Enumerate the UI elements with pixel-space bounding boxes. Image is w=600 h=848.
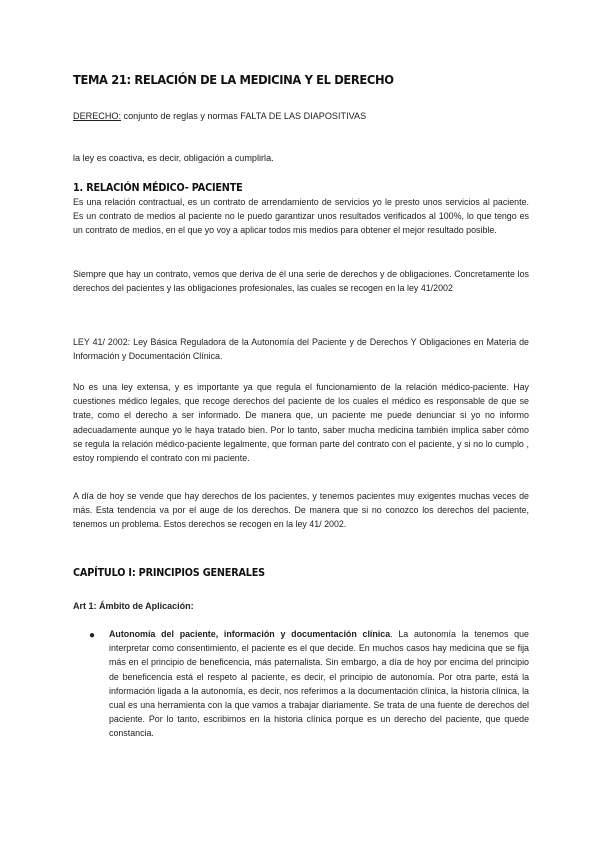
paragraph-contrato: Es una relación contractual, es un contrato de arrendamiento de servicios yo le presto unos servicios al paciente. Es un contrato de medios al paciente no le puedo garantizar unos resultados verificados al 100%, lo que tengo es un contrato de medios, en el que yo voy a aplicar todos mis medios para obtener el mejor resultado posible. [73,197,529,236]
chapter-heading: CAPÍTULO I: PRINCIPIOS GENERALES [73,567,265,579]
paragraph-derechos-obligaciones: Siempre que hay un contrato, vemos que deriva de él una serie de derechos y de obligaciones. Concretamente los derechos del pacientes y las obligaciones profesionales, las cuales se recogen en la ley 41/2002 [73,269,529,294]
page-title: TEMA 21: RELACIÓN DE LA MEDICINA Y EL DERECHO [73,72,394,87]
bullet-bold-text: Autonomía del paciente, información y documentación clínica [109,629,391,639]
bullet-marker: ● [89,630,96,641]
bullet-paragraph-autonomia [109,627,529,741]
article-heading: Art 1: Ámbito de Aplicación: [73,601,194,611]
bullet-body-text: . La autonomía la tenemos que interpretar como consentimiento, el paciente es el que decide. En muchos casos hay medicina que se fija más en el principio de beneficencia, más paternalista. Sin embargo, a día de hoy por encima del principio de beneficencia está el respeto al paciente, es decir, el principio de autonomía. Por otra parte, está la información ligada a la autonomía, es decir, nos referimos a la documentación clínica, la historia clínica, la cual es una herramienta con la que vamos a trabajar diariamente. Se trata de una fuente de derechos del paciente. Por lo tanto, escribimos en la historia clínica porque es un derecho del paciente, que quede constancia. [109,629,529,739]
paragraph-derechos-pacientes: A día de hoy se vende que hay derechos de los pacientes, y tenemos pacientes muy exigentes muchas veces de más. Esta tendencia va por el auge de los derechos. De manera que si no conozco los derechos del paciente, tenemos un problema. Estos derechos se recogen en la ley 41/ 2002. [73,491,529,530]
derecho-term: DERECHO: [73,111,121,121]
section-heading-relacion: 1. RELACIÓN MÉDICO- PACIENTE [73,182,243,194]
derecho-definition [73,109,366,123]
derecho-definition-text: conjunto de reglas y normas FALTA DE LAS DIAPOSITIVAS [121,111,367,121]
paragraph-ley-extensa: No es una ley extensa, y es importante ya que regula el funcionamiento de la relación médico-paciente. Hay cuestiones médico legales, que recoge derechos del paciente de los cuales el médico es responsable de que se trate, como el derecho a ser informado. De manera que, un paciente me puede denunciar si yo no informo adecuadamente aunque yo le haya tratado bien. Por lo tanto, saber mucha medicina también implica saber cómo se regula la relación médico-paciente legalmente, que forman parte del contrato con el paciente, y si no lo cumplo , estoy rompiendo el contrato con mi paciente. [73,382,529,464]
coactiva-line: la ley es coactiva, es decir, obligación a cumplirla. [73,153,274,163]
paragraph-ley-41-2002: LEY 41/ 2002: Ley Básica Reguladora de la Autonomía del Paciente y de Derechos Y Obligaciones en Materia de Información y Documentación Clínica. [73,337,529,362]
